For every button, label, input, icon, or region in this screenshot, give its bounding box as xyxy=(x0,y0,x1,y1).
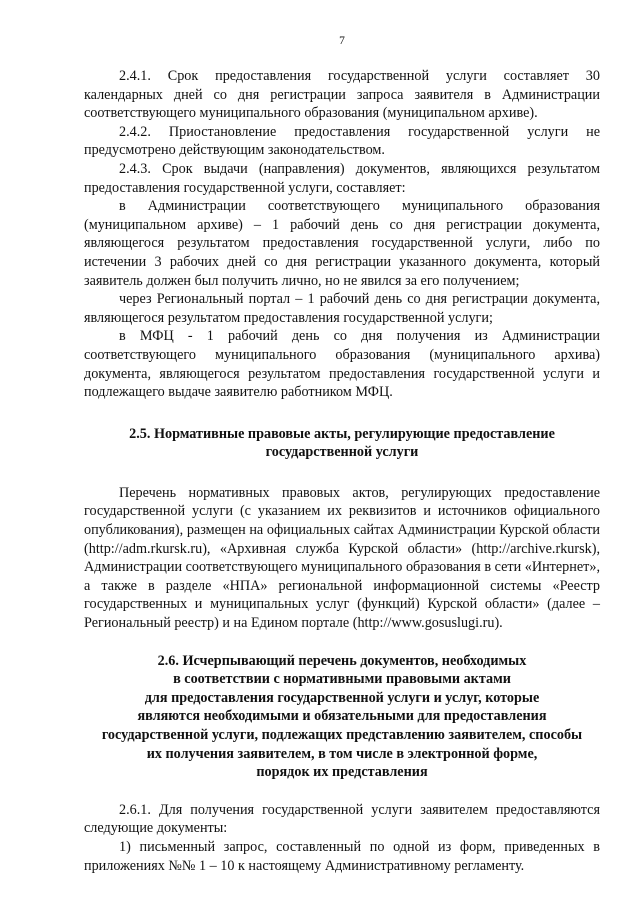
section-2-5-heading-line1: 2.5. Нормативные правовые акты, регулирующие предоставление xyxy=(129,425,555,442)
section-2-6-heading-line: в соответствии с нормативными правовыми актами xyxy=(173,671,511,688)
section-2-6-heading-line: их получения заявителем, в том числе в электронной форме, xyxy=(146,745,538,762)
paragraph-mfc: в МФЦ - 1 рабочий день со дня получения из Администрации соответствующего муниципального образования (муниципального архива) документа, являющегося результатом предоставления государственной услуги и подлежащего выдаче заявителю работником МФЦ. xyxy=(84,328,600,401)
section-2-6-heading-line: порядок их представления xyxy=(256,764,428,781)
section-2-6-heading-line: являются необходимыми и обязательными для предоставления xyxy=(137,708,547,725)
paragraph-2-4-1: 2.4.1. Срок предоставления государственной услуги составляет 30 календарных дней со дня регистрации запроса заявителя в Администрации соответствующего муниципального образования (муниципальном архиве). xyxy=(84,68,600,122)
paragraph-regional-portal: через Региональный портал – 1 рабочий день со дня регистрации документа, являющегося результатом предоставления государственной услуги; xyxy=(84,291,600,326)
section-2-5-heading-line2: государственной услуги xyxy=(265,444,419,461)
section-2-6-heading-line: государственной услуги, подлежащих представлению заявителем, способы xyxy=(101,727,583,743)
paragraph-2-4-2: 2.4.2. Приостановление предоставления государственной услуги не предусмотрено действующим законодательством. xyxy=(84,123,600,159)
page-number: 7 xyxy=(339,35,345,47)
paragraph-2-6-1: 2.6.1. Для получения государственной услуги заявителем предоставляются следующие документы: xyxy=(84,801,600,837)
section-2-5-text: Перечень нормативных правовых актов, регулирующих предоставление государственной услуги (с указанием их реквизитов и источников официального опубликования), размещен на официальных сайтах Администрации Курской области (http://adm.rkursk.ru), «Архивная служба Курской области» (http://archive.rkursk), Администрации соответствующего муниципального образования в сети «Интернет», а также в разделе «НПА» региональной информационной системы «Реестр государственных и муниципальных услуг (функций) Курской области» (далее – Региональный реестр) и на Едином портале (http://www.gosuslugi.ru). xyxy=(84,484,600,632)
section-2-6-heading-line: для предоставления государственной услуги и услуг, которые xyxy=(144,689,540,706)
section-2-6-heading-line: 2.6. Исчерпывающий перечень документов, необходимых xyxy=(157,652,527,669)
section-2-5-heading xyxy=(84,425,600,462)
paragraph-administration: в Администрации соответствующего муниципального образования (муниципальном архиве) – 1 рабочий день со дня регистрации документа, являющегося результатом предоставления государственной услуги, либо по истечении 3 рабочих дней со дня регистрации указанного документа, который заявитель должен был получить лично, но не явился за его получением; xyxy=(84,198,600,289)
section-2-6-heading xyxy=(84,652,600,782)
paragraph-2-4-3: 2.4.3. Срок выдачи (направления) документов, являющихся результатом предоставления государственной услуги, составляет: xyxy=(84,160,600,196)
paragraph-written-request: 1) письменный запрос, составленный по одной из форм, приведенных в приложениях №№ 1 – 10 к настоящему Административному регламенту. xyxy=(84,838,600,874)
